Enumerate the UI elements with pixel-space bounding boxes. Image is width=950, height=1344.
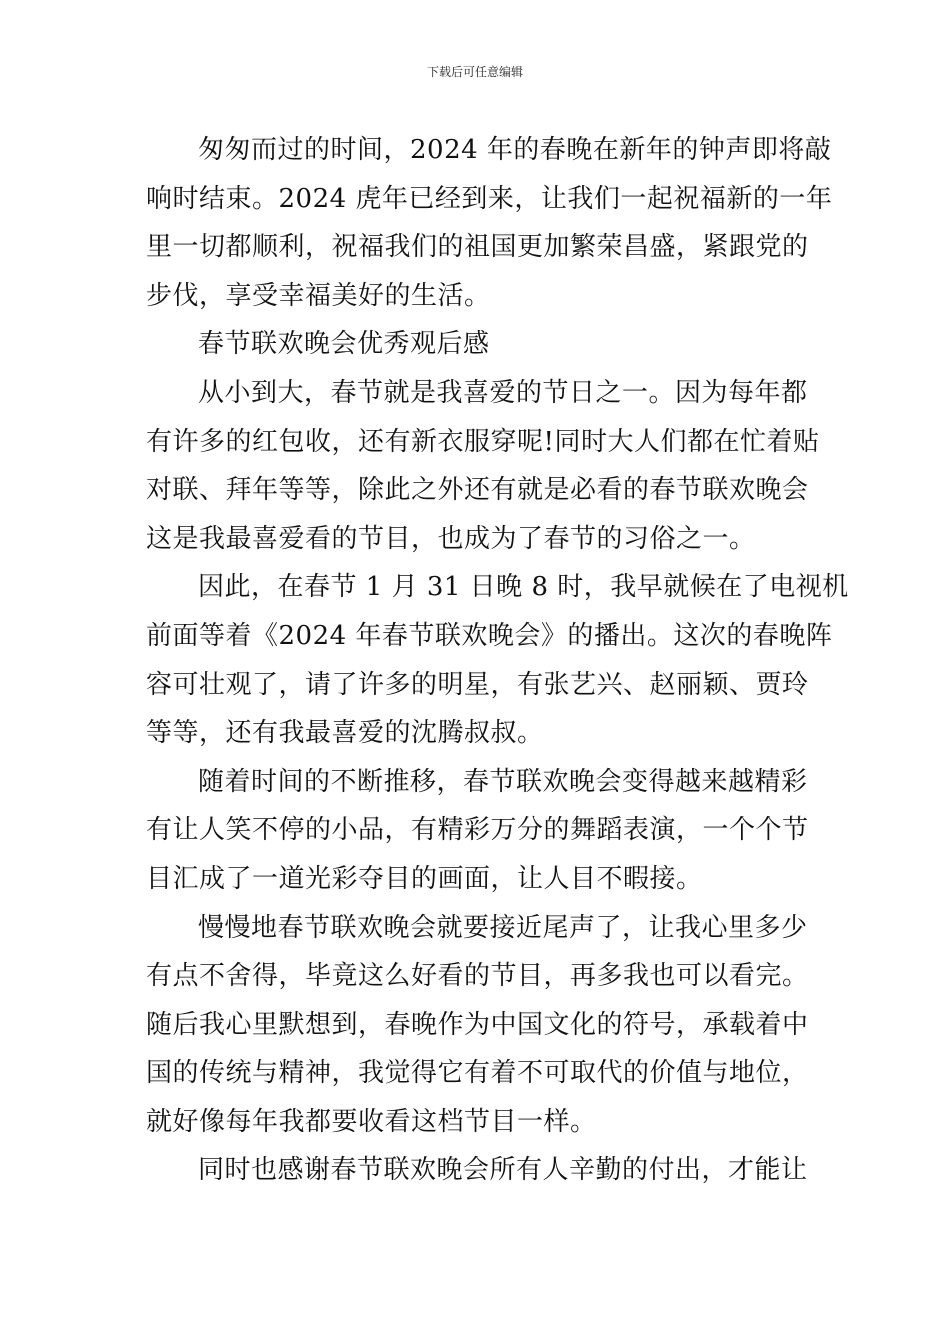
text-line: 目汇成了一道光彩夺目的画面，让人目不暇接。 bbox=[146, 863, 703, 894]
text-line: 等等，还有我最喜爱的沈腾叔叔。 bbox=[146, 718, 544, 749]
text-line: 这是我最喜爱看的节目，也成为了春节的习俗之一。 bbox=[146, 523, 756, 554]
text-line: 同时也感谢春节联欢晚会所有人辛勤的付出，才能让 bbox=[198, 1155, 808, 1186]
section-title: 春节联欢晚会优秀观后感 bbox=[198, 329, 490, 360]
text-line: 有让人笑不停的小品，有精彩万分的舞蹈表演，一个个节 bbox=[146, 815, 809, 846]
text-line: 有点不舍得，毕竟这么好看的节目，再多我也可以看完。 bbox=[146, 961, 809, 992]
text-line: 国的传统与精神，我觉得它有着不可取代的价值与地位， bbox=[146, 1058, 809, 1089]
text-line: 随后我心里默想到，春晚作为中国文化的符号，承载着中 bbox=[146, 1009, 809, 1040]
text-line: 容可壮观了，请了许多的明星，有张艺兴、赵丽颖、贾玲 bbox=[146, 669, 809, 700]
text-line: 前面等着《2024 年春节联欢晚会》的播出。这次的春晚阵 bbox=[146, 620, 833, 651]
text-line: 步伐，享受幸福美好的生活。 bbox=[146, 280, 491, 311]
page-header: 下载后可任意编辑 bbox=[426, 65, 523, 79]
text-line: 里一切都顺利，祝福我们的祖国更加繁荣昌盛，紧跟党的 bbox=[146, 232, 809, 263]
text-line: 匆匆而过的时间，2024 年的春晚在新年的钟声即将敲 bbox=[198, 135, 832, 165]
text-line: 响时结束。2024 虎年已经到来，让我们一起祝福新的一年 bbox=[146, 183, 833, 214]
document-body bbox=[146, 126, 849, 1195]
text-line: 从小到大，春节就是我喜爱的节日之一。因为每年都 bbox=[198, 377, 808, 408]
text-line: 因此，在春节 1 月 31 日晚 8 时，我早就候在了电视机 bbox=[198, 572, 849, 603]
text-line: 慢慢地春节联欢晚会就要接近尾声了，让我心里多少 bbox=[198, 912, 808, 943]
text-line: 随着时间的不断推移，春节联欢晚会变得越来越精彩 bbox=[198, 766, 808, 797]
text-line: 有许多的红包收，还有新衣服穿呢!同时大人们都在忙着贴 bbox=[146, 426, 820, 457]
text-line: 就好像每年我都要收看这档节目一样。 bbox=[146, 1106, 597, 1137]
text-line: 对联、拜年等等，除此之外还有就是必看的春节联欢晚会 bbox=[146, 475, 809, 506]
